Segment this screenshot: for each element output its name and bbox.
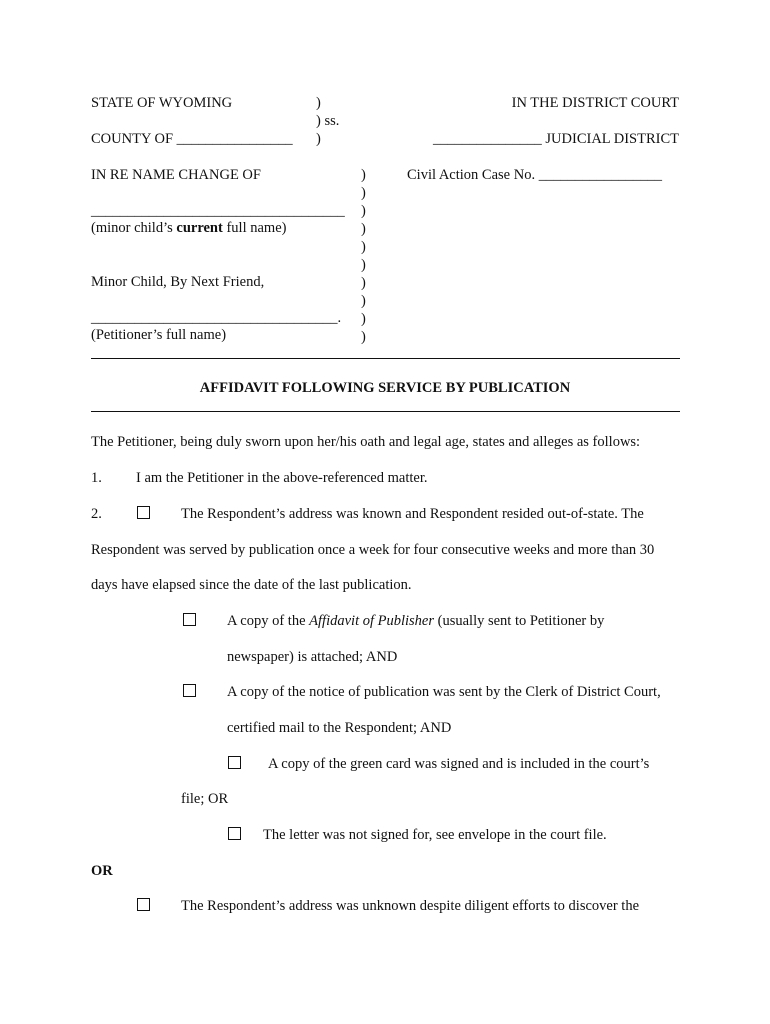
- minor-name-label: (minor child’s current full name): [91, 220, 287, 236]
- caption-paren: ): [361, 185, 366, 201]
- state-label: STATE OF WYOMING: [91, 95, 233, 111]
- minor-name-line: ___________________________________: [91, 203, 345, 219]
- or-label: OR: [91, 863, 113, 879]
- document-title: AFFIDAVIT FOLLOWING SERVICE BY PUBLICATION: [199, 380, 571, 396]
- sub-a-line: A copy of the Affidavit of Publisher (usually sent to Petitioner by: [227, 613, 605, 629]
- green-card-checkbox[interactable]: [228, 756, 241, 769]
- caption-paren: ): [361, 221, 366, 237]
- caption-paren: ): [316, 95, 321, 111]
- sub-a-line: newspaper) is attached; AND: [227, 649, 398, 665]
- sub-d-line: The letter was not signed for, see envelope in the court file.: [263, 827, 607, 843]
- court-label: IN THE DISTRICT COURT: [511, 95, 679, 111]
- title-bottom-rule: [91, 411, 680, 412]
- caption-paren: ): [361, 257, 366, 273]
- item-3-line: The Respondent’s address was unknown despite diligent efforts to discover the: [181, 898, 640, 914]
- caption-paren: ): [361, 167, 366, 183]
- intro-paragraph: The Petitioner, being duly sworn upon her/his oath and legal age, states and alleges as follows:: [91, 434, 641, 450]
- caption-paren: ): [316, 131, 321, 147]
- caption-paren: ): [361, 203, 366, 219]
- sub-c-line: A copy of the green card was signed and is included in the court’s: [268, 756, 650, 772]
- item-2-line: The Respondent’s address was known and Respondent resided out-of-state. The: [181, 506, 644, 522]
- next-friend-label: Minor Child, By Next Friend,: [91, 274, 265, 290]
- sub-b-line: certified mail to the Respondent; AND: [227, 720, 452, 736]
- judicial-district-field: _______________ JUDICIAL DISTRICT: [433, 131, 679, 147]
- item-1-text: I am the Petitioner in the above-referenced matter.: [136, 470, 428, 486]
- title-top-rule: [91, 358, 680, 359]
- sub-b-line: A copy of the notice of publication was sent by the Clerk of District Court,: [227, 684, 661, 700]
- item-2-line: Respondent was served by publication once a week for four consecutive weeks and more than 30: [91, 542, 655, 558]
- item-3-checkbox[interactable]: [137, 898, 150, 911]
- item-2-line: days have elapsed since the date of the last publication.: [91, 577, 412, 593]
- petitioner-name-label: (Petitioner’s full name): [91, 327, 227, 343]
- case-number-field: Civil Action Case No. _________________: [407, 167, 662, 183]
- caption-paren: ): [361, 239, 366, 255]
- affidavit-publisher-checkbox[interactable]: [183, 613, 196, 626]
- caption-paren: ): [361, 311, 366, 327]
- item-2-checkbox[interactable]: [137, 506, 150, 519]
- petitioner-name-line: __________________________________.: [91, 310, 342, 326]
- caption-paren-ss: ) ss.: [316, 113, 340, 129]
- letter-not-signed-checkbox[interactable]: [228, 827, 241, 840]
- county-field: COUNTY OF ________________: [91, 131, 293, 147]
- item-2-number: 2.: [91, 506, 102, 522]
- sub-c-line: file; OR: [181, 791, 229, 807]
- item-1-number: 1.: [91, 470, 102, 486]
- in-re-label: IN RE NAME CHANGE OF: [91, 167, 261, 183]
- caption-paren: ): [361, 293, 366, 309]
- caption-paren: ): [361, 275, 366, 291]
- caption-paren: ): [361, 329, 366, 345]
- notice-publication-checkbox[interactable]: [183, 684, 196, 697]
